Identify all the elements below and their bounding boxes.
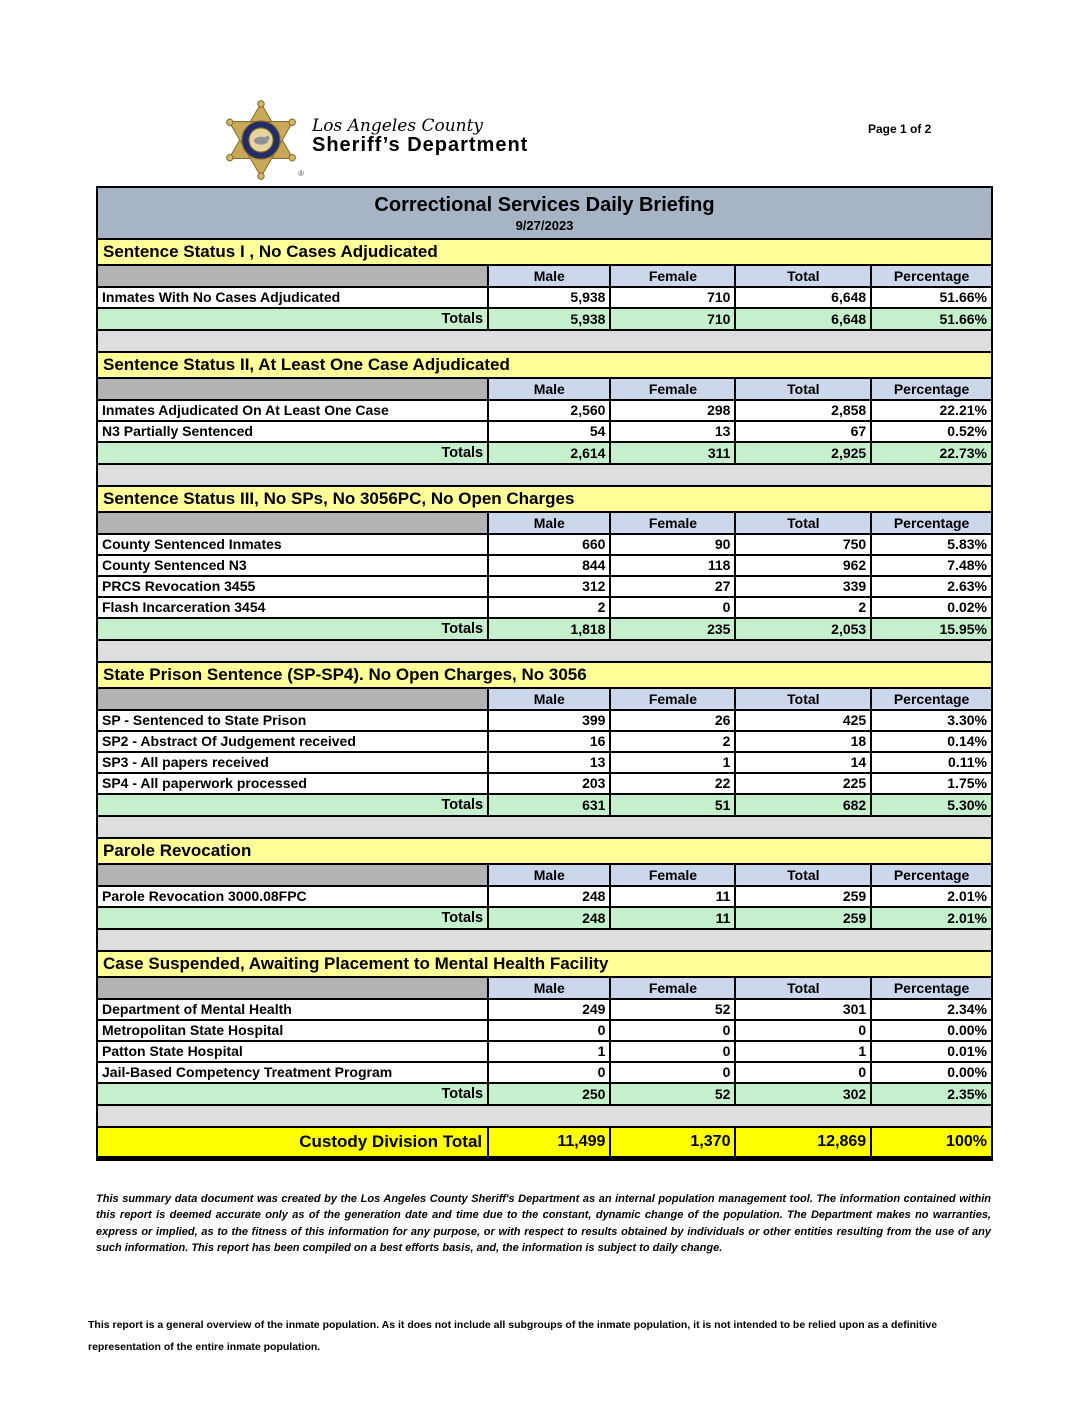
row-value-female: 13: [611, 422, 736, 441]
totals-value-male: 248: [489, 908, 611, 928]
column-header-percentage: Percentage: [872, 266, 991, 286]
totals-value-female: 52: [611, 1084, 736, 1104]
row-value-female: 11: [611, 887, 736, 906]
totals-label: Totals: [98, 443, 489, 463]
sheriff-logo: [222, 100, 528, 180]
section-header: Sentence Status II, At Least One Case Adjudicated: [98, 353, 991, 379]
column-header-total: Total: [736, 513, 872, 533]
row-label: Inmates With No Cases Adjudicated: [98, 288, 489, 307]
row-value-male: 2: [489, 598, 611, 617]
totals-value-percentage: 51.66%: [939, 311, 987, 327]
table-row: [98, 598, 991, 619]
totals-row: [98, 443, 991, 465]
totals-label: Totals: [98, 1084, 489, 1104]
row-value-percentage: 22.21%: [939, 402, 987, 418]
grand-total-percentage: 100%: [946, 1133, 987, 1150]
row-value-total: 1: [736, 1042, 872, 1061]
column-header-percentage: Percentage: [872, 513, 991, 533]
row-value-male: 249: [489, 1000, 611, 1019]
row-value-percentage: 51.66%: [939, 289, 987, 305]
blank-header-cell: [98, 978, 489, 998]
row-value-female: 0: [611, 1042, 736, 1061]
totals-row: [98, 619, 991, 641]
row-value-percentage: 0.02%: [947, 599, 987, 615]
totals-label: Totals: [98, 908, 489, 928]
row-value-total: 0: [736, 1063, 872, 1082]
section-spacer: [98, 817, 991, 839]
totals-value-female: 311: [611, 443, 736, 463]
row-value-percentage: 2.34%: [947, 1001, 987, 1017]
row-value-female: 0: [611, 1021, 736, 1040]
page-number-label: Page 1 of 2: [868, 122, 932, 136]
totals-value-female: 235: [611, 619, 736, 639]
row-value-female: 27: [611, 577, 736, 596]
row-value-male: 2,560: [489, 401, 611, 420]
report-table: [96, 186, 993, 1161]
row-value-male: 16: [489, 732, 611, 751]
table-row: [98, 1021, 991, 1042]
totals-row: [98, 908, 991, 930]
row-label: Flash Incarceration 3454: [98, 598, 489, 617]
table-row: [98, 1000, 991, 1021]
table-row: [98, 556, 991, 577]
row-value-total: 301: [736, 1000, 872, 1019]
column-header-row: [98, 689, 991, 711]
section-header: Case Suspended, Awaiting Placement to Mental Health Facility: [98, 952, 991, 978]
column-header-row: [98, 978, 991, 1000]
row-label: Parole Revocation 3000.08FPC: [98, 887, 489, 906]
row-value-female: 1: [611, 753, 736, 772]
row-value-percentage: 0.00%: [947, 1022, 987, 1038]
totals-value-male: 1,818: [489, 619, 611, 639]
row-value-female: 0: [611, 598, 736, 617]
column-header-female: Female: [611, 865, 736, 885]
row-value-total: 962: [736, 556, 872, 575]
row-label: County Sentenced Inmates: [98, 535, 489, 554]
column-header-percentage: Percentage: [872, 865, 991, 885]
row-value-total: 339: [736, 577, 872, 596]
row-label: N3 Partially Sentenced: [98, 422, 489, 441]
row-value-male: 248: [489, 887, 611, 906]
blank-header-cell: [98, 689, 489, 709]
totals-value-male: 2,614: [489, 443, 611, 463]
row-value-female: 710: [611, 288, 736, 307]
totals-value-total: 2,053: [736, 619, 872, 639]
table-row: [98, 1063, 991, 1084]
totals-value-male: 250: [489, 1084, 611, 1104]
table-row: [98, 1042, 991, 1063]
registered-trademark-symbol: ®: [298, 169, 304, 178]
row-value-male: 660: [489, 535, 611, 554]
row-value-male: 1: [489, 1042, 611, 1061]
report-title: Correctional Services Daily Briefing: [374, 194, 715, 216]
blank-header-cell: [98, 266, 489, 286]
row-value-percentage: 0.52%: [947, 423, 987, 439]
row-value-total: 750: [736, 535, 872, 554]
row-label: SP2 - Abstract Of Judgement received: [98, 732, 489, 751]
grand-total-total: 12,869: [736, 1128, 872, 1156]
report-title-bar: [98, 188, 991, 240]
grand-total-label: Custody Division Total: [98, 1128, 489, 1156]
row-value-total: 67: [736, 422, 872, 441]
row-value-total: 425: [736, 711, 872, 730]
row-value-percentage: 0.14%: [947, 733, 987, 749]
totals-value-male: 5,938: [489, 309, 611, 329]
row-value-male: 5,938: [489, 288, 611, 307]
column-header-male: Male: [489, 266, 611, 286]
totals-value-percentage: 5.30%: [947, 797, 987, 813]
row-value-female: 298: [611, 401, 736, 420]
column-header-percentage: Percentage: [872, 689, 991, 709]
totals-value-female: 51: [611, 795, 736, 815]
column-header-female: Female: [611, 513, 736, 533]
totals-value-male: 631: [489, 795, 611, 815]
table-row: [98, 711, 991, 732]
section-header: Sentence Status I , No Cases Adjudicated: [98, 240, 991, 266]
row-value-percentage: 0.00%: [947, 1064, 987, 1080]
totals-value-total: 682: [736, 795, 872, 815]
table-row: [98, 887, 991, 908]
grand-total-female: 1,370: [611, 1128, 736, 1156]
totals-label: Totals: [98, 619, 489, 639]
row-label: PRCS Revocation 3455: [98, 577, 489, 596]
row-value-male: 0: [489, 1021, 611, 1040]
column-header-total: Total: [736, 978, 872, 998]
section-header: Parole Revocation: [98, 839, 991, 865]
column-header-row: [98, 513, 991, 535]
overview-note: This report is a general overview of the inmate population. As it does not include all subgroups of the inmate population, it is not intended to be relied upon as a definitive representation of the entire inmate population.: [88, 1319, 938, 1354]
row-label: Metropolitan State Hospital: [98, 1021, 489, 1040]
row-label: Jail-Based Competency Treatment Program: [98, 1063, 489, 1082]
row-value-total: 2,858: [736, 401, 872, 420]
disclaimer-text: This summary data document was created by the Los Angeles County Sheriff's Department as an internal population management tool. The information contained within this report is deemed accurate only as of the generation date and time due to the constant, dynamic change of the population. The Department makes no warranties, express or implied, as to the fitness of this information for any purpose, or with respect to results obtained by individuals or other entities resulting from the use of any such information. This report has been compiled on a best efforts basis, and, the information is subject to daily change.: [96, 1193, 991, 1254]
row-value-percentage: 2.63%: [947, 578, 987, 594]
column-header-male: Male: [489, 865, 611, 885]
row-value-male: 312: [489, 577, 611, 596]
page-header: [0, 0, 1088, 186]
column-header-row: [98, 865, 991, 887]
column-header-row: [98, 379, 991, 401]
section-spacer: [98, 641, 991, 663]
logo-department-text: Sheriff’s Department: [312, 134, 529, 156]
totals-value-total: 302: [736, 1084, 872, 1104]
row-value-female: 118: [611, 556, 736, 575]
table-row: [98, 535, 991, 556]
row-value-female: 22: [611, 774, 736, 793]
sheriff-badge-icon: [222, 100, 304, 180]
section-header: Sentence Status III, No SPs, No 3056PC, No Open Charges: [98, 487, 991, 513]
totals-row: [98, 1084, 991, 1106]
column-header-total: Total: [736, 865, 872, 885]
row-value-percentage: 7.48%: [947, 557, 987, 573]
totals-row: [98, 309, 991, 331]
blank-header-cell: [98, 379, 489, 399]
logo-county-text: Los Angeles County: [312, 116, 484, 136]
grand-total-row: [98, 1128, 991, 1159]
column-header-percentage: Percentage: [872, 978, 991, 998]
row-value-percentage: 1.75%: [947, 775, 987, 791]
blank-header-cell: [98, 513, 489, 533]
column-header-male: Male: [489, 689, 611, 709]
totals-value-percentage: 22.73%: [939, 445, 987, 461]
row-value-percentage: 2.01%: [947, 888, 987, 904]
row-value-male: 844: [489, 556, 611, 575]
column-header-female: Female: [611, 266, 736, 286]
row-value-total: 18: [736, 732, 872, 751]
column-header-female: Female: [611, 978, 736, 998]
totals-label: Totals: [98, 795, 489, 815]
row-label: SP - Sentenced to State Prison: [98, 711, 489, 730]
totals-label: Totals: [98, 309, 489, 329]
row-value-total: 14: [736, 753, 872, 772]
row-value-female: 26: [611, 711, 736, 730]
row-value-male: 399: [489, 711, 611, 730]
grand-total-male: 11,499: [489, 1128, 611, 1156]
column-header-male: Male: [489, 978, 611, 998]
section-spacer: [98, 1106, 991, 1128]
column-header-female: Female: [611, 379, 736, 399]
row-label: Patton State Hospital: [98, 1042, 489, 1061]
row-value-male: 54: [489, 422, 611, 441]
column-header-total: Total: [736, 379, 872, 399]
totals-value-total: 2,925: [736, 443, 872, 463]
table-row: [98, 753, 991, 774]
row-value-percentage: 3.30%: [947, 712, 987, 728]
row-label: Department of Mental Health: [98, 1000, 489, 1019]
table-row: [98, 774, 991, 795]
row-value-male: 203: [489, 774, 611, 793]
column-header-male: Male: [489, 513, 611, 533]
totals-value-female: 710: [611, 309, 736, 329]
row-value-percentage: 0.11%: [948, 754, 987, 770]
row-value-total: 0: [736, 1021, 872, 1040]
column-header-percentage: Percentage: [872, 379, 991, 399]
row-label: Inmates Adjudicated On At Least One Case: [98, 401, 489, 420]
totals-value-percentage: 2.01%: [947, 910, 987, 926]
totals-value-female: 11: [611, 908, 736, 928]
column-header-male: Male: [489, 379, 611, 399]
row-value-percentage: 0.01%: [947, 1043, 987, 1059]
table-row: [98, 577, 991, 598]
column-header-total: Total: [736, 689, 872, 709]
section-spacer: [98, 465, 991, 487]
row-value-male: 13: [489, 753, 611, 772]
table-row: [98, 401, 991, 422]
row-value-female: 52: [611, 1000, 736, 1019]
row-label: SP3 - All papers received: [98, 753, 489, 772]
report-sections: [98, 240, 991, 1128]
column-header-total: Total: [736, 266, 872, 286]
row-value-female: 90: [611, 535, 736, 554]
section-spacer: [98, 930, 991, 952]
row-label: County Sentenced N3: [98, 556, 489, 575]
row-label: SP4 - All paperwork processed: [98, 774, 489, 793]
table-row: [98, 732, 991, 753]
row-value-total: 6,648: [736, 288, 872, 307]
totals-row: [98, 795, 991, 817]
table-row: [98, 288, 991, 309]
row-value-total: 2: [736, 598, 872, 617]
column-header-female: Female: [611, 689, 736, 709]
totals-value-percentage: 2.35%: [947, 1086, 987, 1102]
table-row: [98, 422, 991, 443]
row-value-total: 225: [736, 774, 872, 793]
row-value-female: 0: [611, 1063, 736, 1082]
row-value-male: 0: [489, 1063, 611, 1082]
blank-header-cell: [98, 865, 489, 885]
row-value-percentage: 5.83%: [947, 536, 987, 552]
report-date: 9/27/2023: [515, 218, 574, 233]
totals-value-total: 259: [736, 908, 872, 928]
column-header-row: [98, 266, 991, 288]
section-header: State Prison Sentence (SP-SP4). No Open Charges, No 3056: [98, 663, 991, 689]
section-spacer: [98, 331, 991, 353]
totals-value-percentage: 15.95%: [939, 621, 987, 637]
totals-value-total: 6,648: [736, 309, 872, 329]
row-value-female: 2: [611, 732, 736, 751]
row-value-total: 259: [736, 887, 872, 906]
